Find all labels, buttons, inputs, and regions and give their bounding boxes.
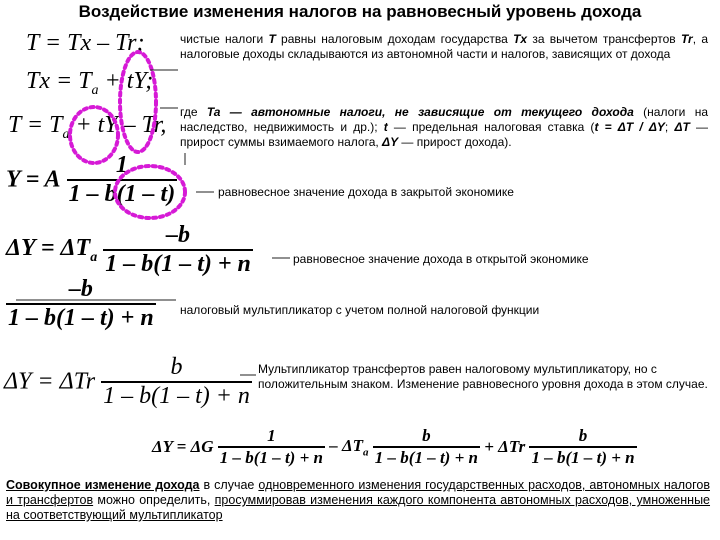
text-net-taxes: чистые налоги T равны налоговым доходам государства Tx за вычетом трансфертов Tr, а налоговые доходы складываются из автономной части и налогов, зависящих от дохода (180, 32, 708, 61)
formula-transfer-multiplier: ΔY = ΔTr $\frac{b}{1 - b(1 - t) + n}$ (4, 354, 250, 409)
formula-tax-multiplier: $\frac{-b}{1 - b(1 - t) + n}$ (8, 276, 154, 331)
text-closed-economy: равновесное значение дохода в закрытой экономике (218, 185, 514, 199)
text-transfer-multiplier: Мультипликатор трансфертов равен налоговому мультипликатору, но с положительным знаком. Изменение равновесного уровня дохода в этом случае. (258, 362, 708, 391)
text-autonomous-taxes: где Ta — автономные налоги, не зависящие от текущего дохода (налоги на наследство, недвижимость и др.); t — предельная налоговая ставка (t = ΔT / ΔY; ΔT — прирост суммы взимаемого налога, ΔY — прирост дохода). (180, 105, 709, 149)
formula-tax-revenue: $Tx = T_a$ + tY; (26, 68, 154, 98)
text-combined-change: Совокупное изменение дохода в случае одновременного изменения государственных расходов, автономных налогов и трансфертов можно определить, просуммировав изменения каждого компонента автономных расходов, умноженные на соответствующий мультипликатор (6, 478, 711, 522)
formula-closed-economy: Y = A $\frac{1}{1 - b(1 - t)}$ (6, 152, 176, 207)
formula-total-taxes: $T = T_a$ + tY – Tr, (8, 112, 167, 142)
text-open-economy: равновесное значение дохода в открытой экономике (293, 252, 589, 266)
formula-open-economy: $\Delta Y = \Delta T_a$ $\frac{-b}{1 - b(1 - t) + n}$ (6, 222, 251, 277)
formula-net-taxes: T = Tx – Tr; (26, 30, 145, 56)
page-title: Воздействие изменения налогов на равновесный уровень дохода (78, 2, 642, 21)
text-tax-multiplier: налоговый мультипликатор с учетом полной налоговой функции (180, 303, 540, 317)
formula-combined-change: ΔY = ΔG $\frac{1}{1 - b(1 - t) + n}$ – $\Delta T_a$ $\frac{b}{1 - b(1 - t) + n}$ + ΔTr $\frac{b}{1 - b(1 - t) + n}$ (152, 426, 635, 467)
